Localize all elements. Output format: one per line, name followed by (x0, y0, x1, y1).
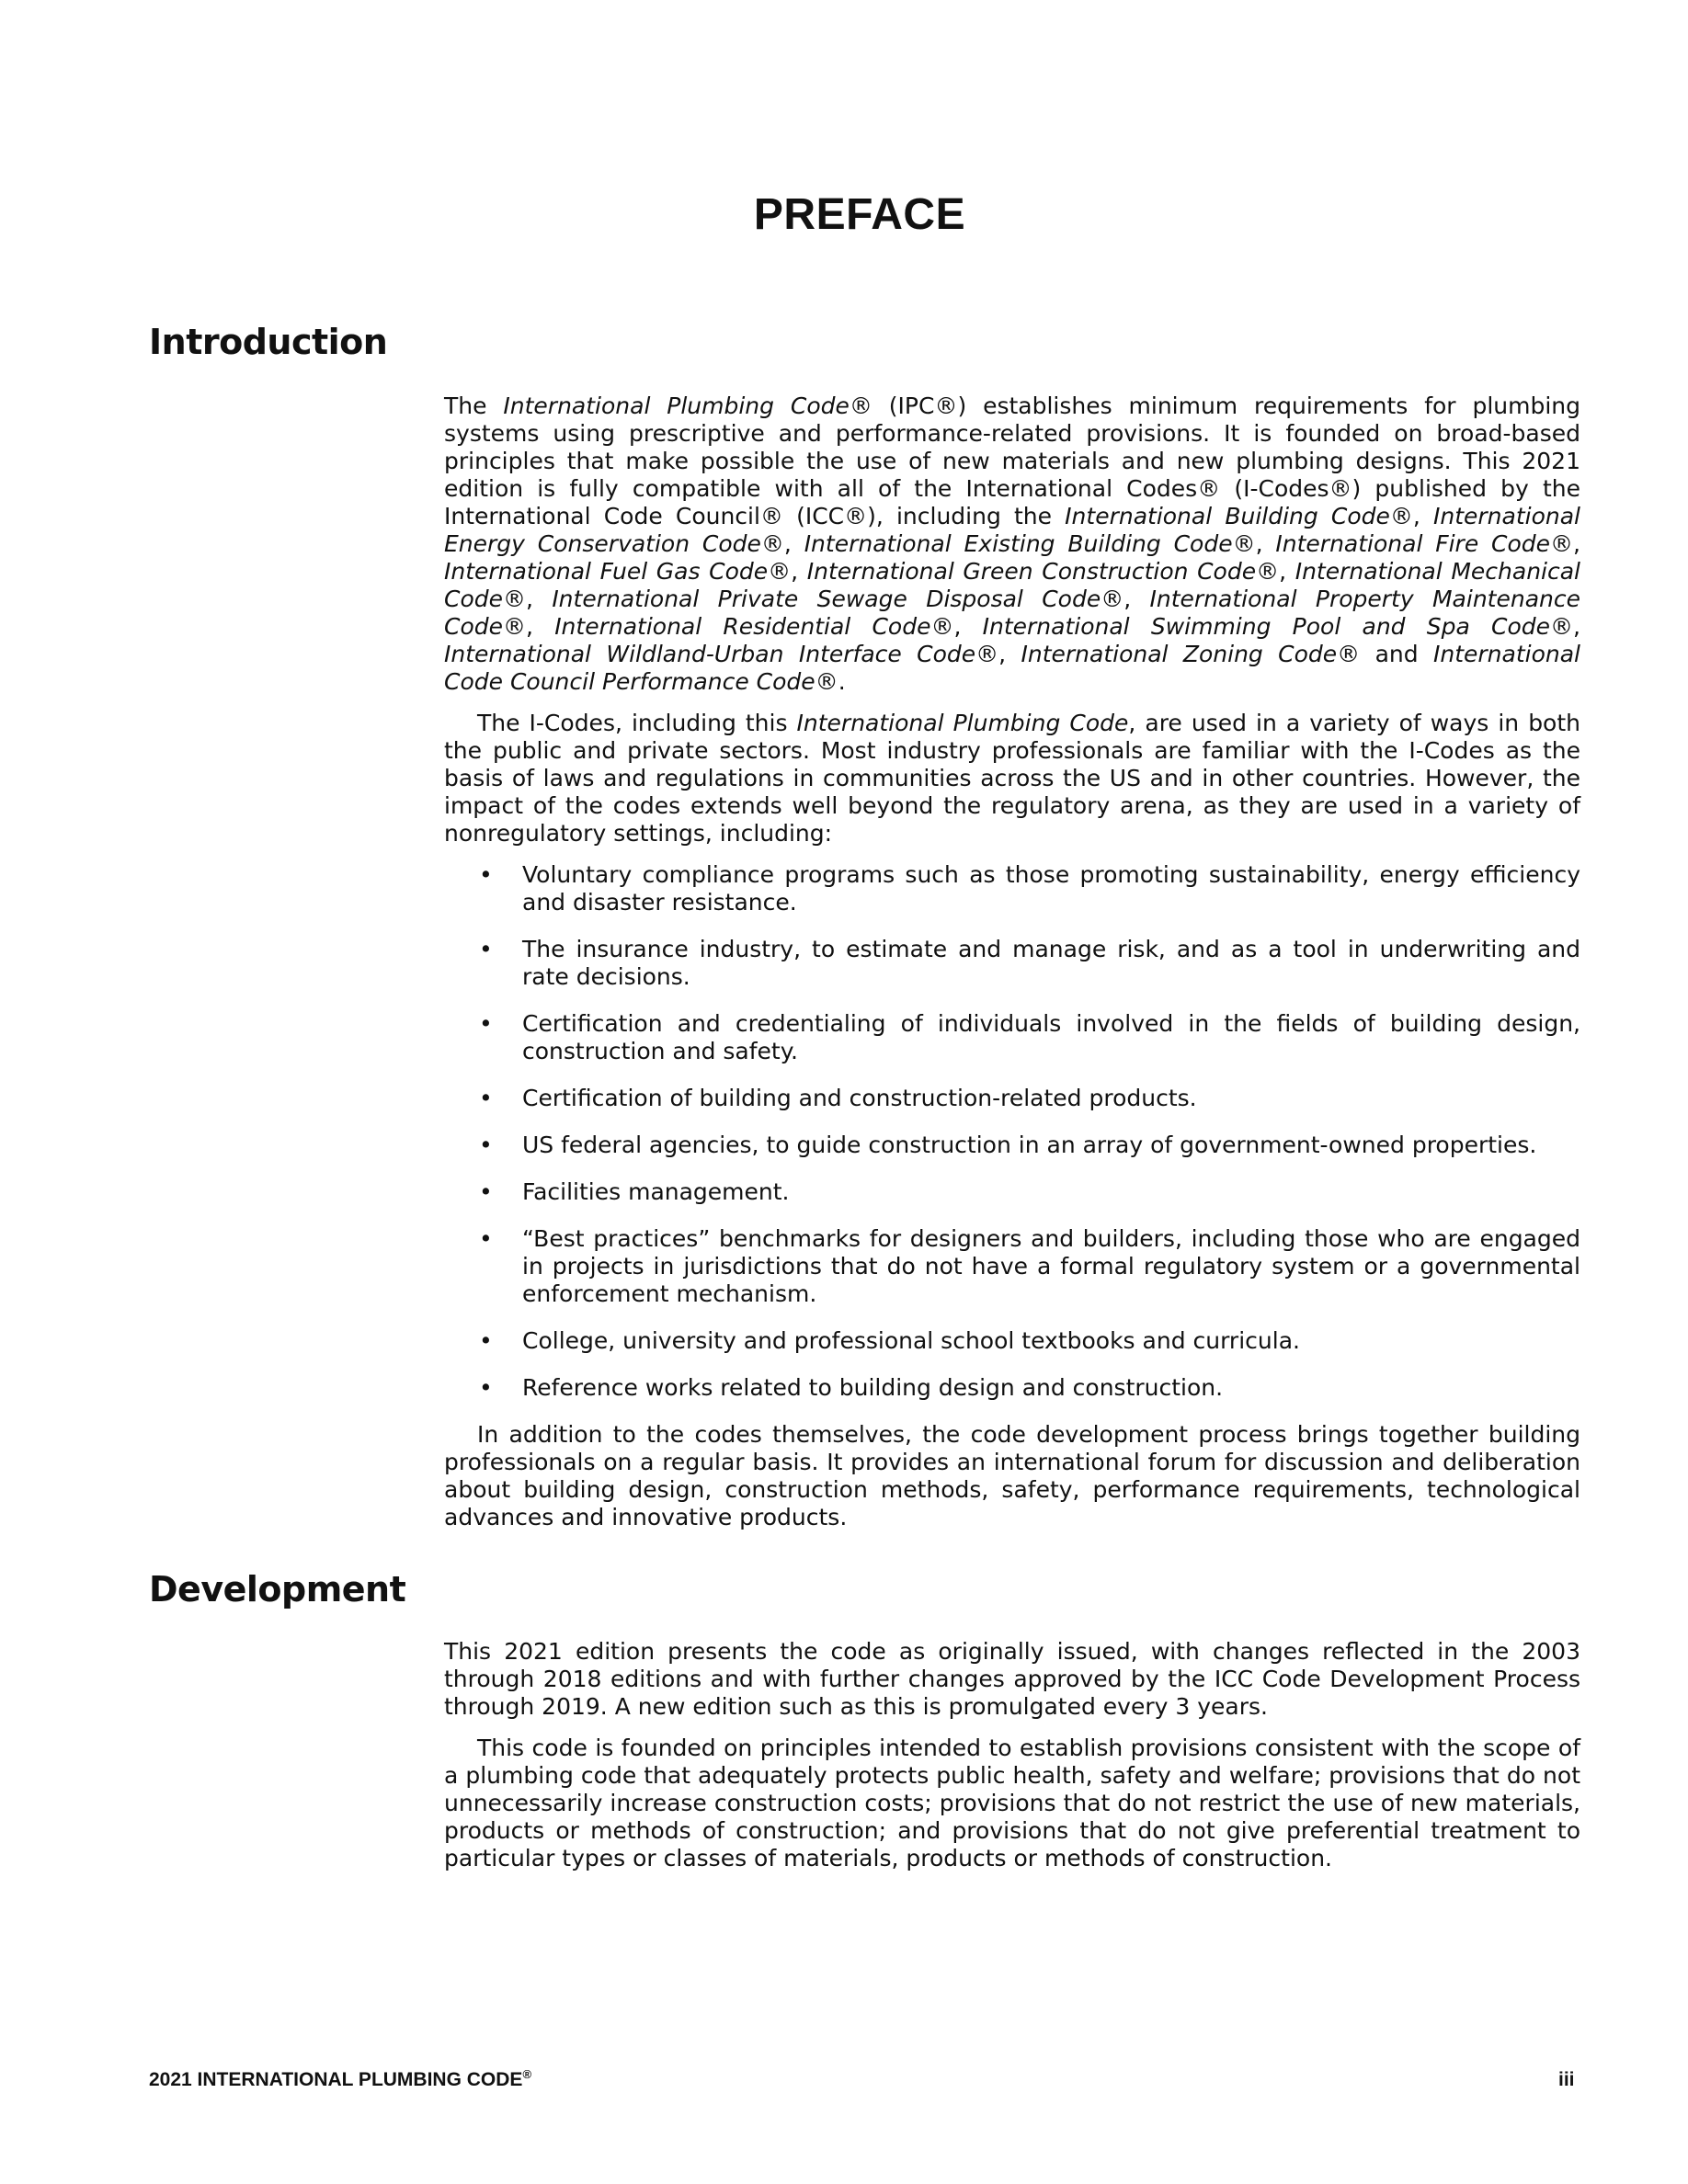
introduction-body (444, 392, 1580, 1545)
bullet-icon: • (479, 1374, 493, 1401)
list-item: • Reference works related to building design and construction. (479, 1374, 1224, 1401)
intro-paragraph: The I-Codes, including this International Plumbing Code, are used in a variety of ways in both the public and private sectors. Most industry professionals are familiar with the I-Codes as the basis of laws and regulations in communities across the US and in other countries. However, the impact of the codes extends well beyond the regulatory arena, as they are used in a variety of nonregulatory settings, including: (444, 710, 1581, 847)
bullet-icon: • (479, 1010, 493, 1037)
uses-list (444, 861, 1580, 1402)
list-item: • Voluntary compliance programs such as those promoting sustainability, energy efficiency and disaster resistance. (479, 861, 1580, 916)
bullet-icon: • (479, 1085, 493, 1111)
bullet-icon: • (479, 1132, 493, 1158)
registered-mark: ® (522, 2067, 532, 2081)
bullet-icon: • (479, 1178, 493, 1205)
list-item: • Facilities management. (479, 1178, 790, 1205)
development-heading: Development (149, 1569, 406, 1610)
intro-paragraph: The International Plumbing Code® (IPC®) establishes minimum requirements for plumbing systems using prescriptive and performance-related provisions. It is founded on broad-based principles that make possible the use of new materials and new plumbing designs. This 2021 edition is fully compatible with all of the International Codes® (I-Codes®) published by the International Code Council® (ICC®), including the International Building Code®, International Energy Conservation Code®, International Existing Building Code®, International Fire Code®, International Fuel Gas Code®, International Green Construction Code®, International Mechanical Code®, International Private Sewage Disposal Code®, International Property Maintenance Code®, International Residential Code®, International Swimming Pool and Spa Code®, International Wildland-Urban Interface Code®, International Zoning Code® and International Code Council Performance Code®. (444, 392, 1581, 695)
list-item: • US federal agencies, to guide construction in an array of government-owned properties. (479, 1132, 1537, 1158)
page-number: iii (1558, 2069, 1575, 2090)
bullet-icon: • (479, 861, 493, 888)
intro-closing-paragraph: In addition to the codes themselves, the code development process brings together building professionals on a regular basis. It provides an international forum for discussion and deliberation about building design, construction methods, safety, performance requirements, technological advances and innovative products. (444, 1421, 1580, 1530)
bullet-icon: • (479, 936, 493, 962)
list-item: • Certification and credentialing of individuals involved in the fields of building design, construction and safety. (479, 1010, 1580, 1064)
introduction-heading: Introduction (149, 322, 388, 362)
bullet-icon: • (479, 1225, 493, 1252)
development-body (444, 1638, 1580, 1886)
list-item: • The insurance industry, to estimate and manage risk, and as a tool in underwriting and rate decisions. (479, 936, 1580, 990)
footer-title: 2021 INTERNATIONAL PLUMBING CODE® (149, 2067, 532, 2090)
list-item: • College, university and professional school textbooks and curricula. (479, 1327, 1300, 1354)
development-paragraph: This 2021 edition presents the code as originally issued, with changes reflected in the 2003 through 2018 editions and with further changes approved by the ICC Code Development Process through 2019. A new edition such as this is promulgated every 3 years. (444, 1638, 1580, 1720)
list-item: • “Best practices” benchmarks for designers and builders, including those who are engaged in projects in jurisdictions that do not have a formal regulatory system or a governmental enforcement mechanism. (479, 1225, 1580, 1307)
page-title: PREFACE (753, 190, 966, 239)
bullet-icon: • (479, 1327, 493, 1354)
development-paragraph: This code is founded on principles intended to establish provisions consistent with the scope of a plumbing code that adequately protects public health, safety and welfare; provisions that do not unnecessarily increase construction costs; provisions that do not restrict the use of new materials, products or methods of construction; and provisions that do not give preferential treatment to particular types or classes of materials, products or methods of construction. (444, 1735, 1580, 1871)
list-item: • Certification of building and construction-related products. (479, 1085, 1197, 1111)
